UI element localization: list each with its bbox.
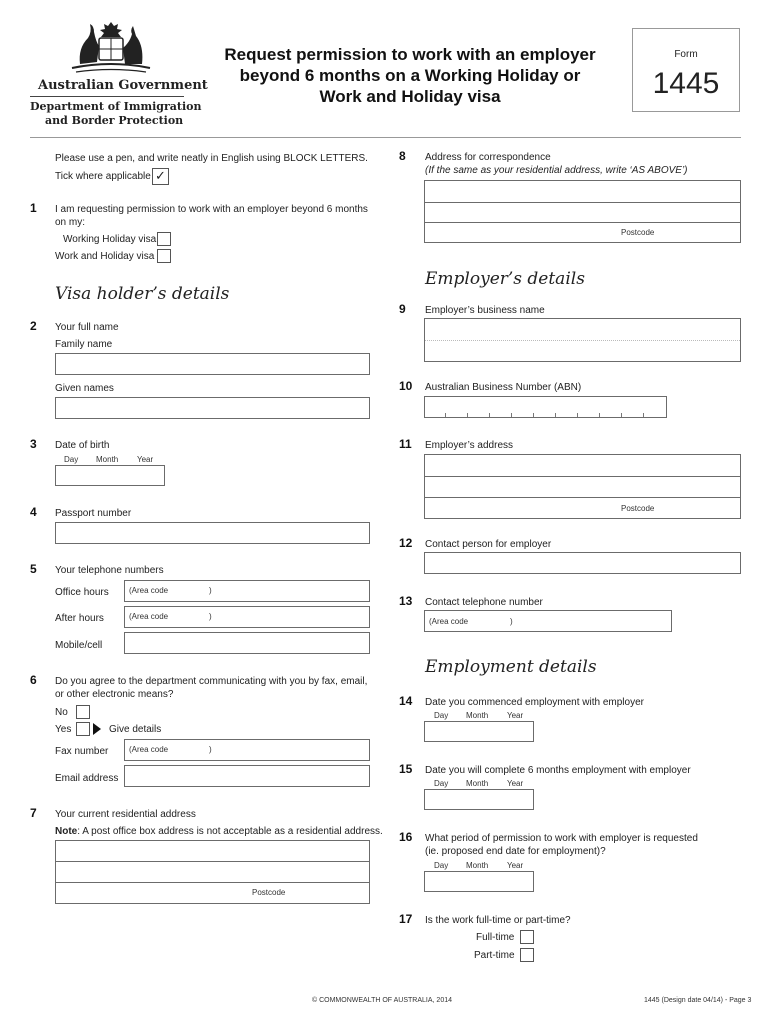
- tick-example-box: [152, 168, 169, 185]
- business-name-input[interactable]: [424, 318, 741, 362]
- q5-number: 5: [30, 562, 37, 576]
- page-title: [200, 44, 620, 107]
- q1-opt-working-holiday-label: Working Holiday visa: [63, 234, 157, 245]
- q17-number: 17: [399, 912, 413, 926]
- employer-heading: Employer’s details: [425, 269, 585, 289]
- footer-page-info: 1445 (Design date 04/14) - Page 3: [644, 997, 752, 1004]
- title-line-3: Work and Holiday visa: [319, 87, 501, 106]
- q6-text-2: or other electronic means?: [55, 689, 174, 700]
- q12-label: Contact person for employer: [425, 539, 552, 550]
- q8-number: 8: [399, 149, 406, 163]
- end-date-input[interactable]: [424, 871, 534, 892]
- office-hours-phone-input[interactable]: [124, 580, 370, 602]
- q15-day-label: Day: [434, 779, 449, 788]
- q10-number: 10: [399, 379, 413, 393]
- q7-note: [55, 826, 383, 837]
- correspondence-address-input[interactable]: [424, 180, 741, 243]
- family-name-label: Family name: [55, 339, 113, 350]
- q7-label: Your current residential address: [55, 809, 196, 820]
- q12-number: 12: [399, 536, 413, 550]
- q11-number: 11: [399, 437, 412, 451]
- dob-month-label: Month: [96, 455, 119, 464]
- mobile-phone-input[interactable]: [124, 632, 370, 654]
- q2-label: Your full name: [55, 322, 119, 333]
- contact-area-code-close: ): [510, 617, 513, 626]
- check-icon: ✓: [155, 168, 166, 183]
- title-line-1: Request permission to work with an employer: [224, 45, 596, 64]
- part-time-label: Part-time: [474, 950, 515, 961]
- q15-year-label: Year: [507, 779, 524, 788]
- q11-label: Employer’s address: [425, 440, 514, 451]
- q15-number: 15: [399, 762, 413, 776]
- dob-year-label: Year: [137, 455, 154, 464]
- employment-heading: Employment details: [425, 657, 597, 677]
- part-time-checkbox[interactable]: [520, 948, 534, 962]
- q10-label: Australian Business Number (ABN): [425, 382, 582, 393]
- correspondence-postcode-label: Postcode: [621, 228, 655, 237]
- instruction-text: Please use a pen, and write neatly in English using BLOCK LETTERS.: [55, 153, 368, 164]
- commenced-date-input[interactable]: [424, 721, 534, 742]
- completion-date-input[interactable]: [424, 789, 534, 810]
- q9-label: Employer’s business name: [425, 305, 545, 316]
- office-area-code-label: (Area code: [129, 586, 169, 595]
- tick-instruction: Tick where applicable: [55, 171, 151, 182]
- office-hours-label: Office hours: [55, 587, 109, 598]
- visa-holder-heading: Visa holder’s details: [55, 284, 230, 304]
- q6-no-checkbox[interactable]: [76, 705, 90, 719]
- q16-label-2: (ie. proposed end date for employment)?: [425, 846, 606, 857]
- working-holiday-checkbox[interactable]: [157, 232, 171, 246]
- q1-number: 1: [30, 201, 37, 215]
- work-and-holiday-checkbox[interactable]: [157, 249, 171, 263]
- q2-number: 2: [30, 319, 37, 333]
- q4-number: 4: [30, 505, 37, 519]
- coat-of-arms-logo: [66, 14, 156, 76]
- q14-month-label: Month: [466, 711, 489, 720]
- email-label: Email address: [55, 773, 119, 784]
- after-area-code-close: ): [209, 612, 212, 621]
- footer-copyright: © COMMONWEALTH OF AUSTRALIA, 2014: [312, 997, 452, 1004]
- q3-label: Date of birth: [55, 440, 110, 451]
- contact-phone-input[interactable]: [424, 610, 672, 632]
- employer-postcode-label: Postcode: [621, 504, 655, 513]
- q7-note-text: : A post office box address is not acceptable as a residential address.: [77, 826, 383, 837]
- q14-year-label: Year: [507, 711, 524, 720]
- form-number: 1445: [652, 67, 720, 100]
- q6-text-1: Do you agree to the department communicating with you by fax, email,: [55, 676, 368, 687]
- fax-area-code-label: (Area code: [129, 745, 169, 754]
- q14-number: 14: [399, 694, 413, 708]
- employer-address-input[interactable]: [424, 454, 741, 519]
- gov-name: Australian Government: [38, 78, 208, 93]
- residential-postcode-label: Postcode: [252, 888, 286, 897]
- contact-area-code-label: (Area code: [429, 617, 469, 626]
- residential-address-input[interactable]: [55, 840, 370, 904]
- fax-area-code-close: ): [209, 745, 212, 754]
- dob-day-label: Day: [64, 455, 79, 464]
- q8-hint: (If the same as your residential address, write ‘AS ABOVE’): [425, 165, 688, 176]
- q1-text-1: I am requesting permission to work with an employer beyond 6 months: [55, 204, 368, 215]
- fax-label: Fax number: [55, 746, 109, 757]
- passport-number-input[interactable]: [55, 522, 370, 544]
- dept-line-1: Department of Immigration: [30, 100, 202, 113]
- after-hours-label: After hours: [55, 613, 104, 624]
- after-hours-phone-input[interactable]: [124, 606, 370, 628]
- date-of-birth-input[interactable]: [55, 465, 165, 486]
- q6-yes-label: Yes: [55, 724, 72, 735]
- q15-month-label: Month: [466, 779, 489, 788]
- q13-number: 13: [399, 594, 413, 608]
- q14-day-label: Day: [434, 711, 449, 720]
- dept-line-2: and Border Protection: [45, 114, 184, 127]
- q6-no-label: No: [55, 707, 68, 718]
- full-time-label: Full-time: [476, 932, 515, 943]
- q7-number: 7: [30, 806, 37, 820]
- email-address-input[interactable]: [124, 765, 370, 787]
- q14-label: Date you commenced employment with employer: [425, 697, 644, 708]
- given-names-input[interactable]: [55, 397, 370, 419]
- header-divider: [30, 137, 741, 138]
- q6-yes-checkbox[interactable]: [76, 722, 90, 736]
- arrow-right-icon: [93, 723, 101, 735]
- q6-number: 6: [30, 673, 37, 687]
- q16-label-1: What period of permission to work with employer is requested: [425, 833, 698, 844]
- q9-number: 9: [399, 302, 406, 316]
- q16-month-label: Month: [466, 861, 489, 870]
- q5-label: Your telephone numbers: [55, 565, 164, 576]
- fax-number-input[interactable]: [124, 739, 370, 761]
- abn-input[interactable]: [424, 396, 667, 418]
- q16-year-label: Year: [507, 861, 524, 870]
- q4-label: Passport number: [55, 508, 132, 519]
- title-line-2: beyond 6 months on a Working Holiday or: [239, 66, 581, 85]
- q17-label: Is the work full-time or part-time?: [425, 915, 571, 926]
- q16-number: 16: [399, 830, 413, 844]
- q15-label: Date you will complete 6 months employment with employer: [425, 765, 691, 776]
- q8-label: Address for correspondence: [425, 152, 551, 163]
- q3-number: 3: [30, 437, 37, 451]
- q1-opt-work-and-holiday-label: Work and Holiday visa: [55, 251, 155, 262]
- form-label: Form: [674, 49, 698, 60]
- gov-name-rule: [30, 96, 184, 97]
- q13-label: Contact telephone number: [425, 597, 543, 608]
- office-area-code-close: ): [209, 586, 212, 595]
- give-details-label: Give details: [109, 724, 162, 735]
- form-number-box: [632, 28, 740, 112]
- q16-day-label: Day: [434, 861, 449, 870]
- family-name-input[interactable]: [55, 353, 370, 375]
- q1-text-2: on my:: [55, 217, 86, 228]
- mobile-label: Mobile/cell: [55, 640, 103, 651]
- q7-note-bold: Note: [55, 826, 78, 837]
- contact-person-input[interactable]: [424, 552, 741, 574]
- given-names-label: Given names: [55, 383, 114, 394]
- after-area-code-label: (Area code: [129, 612, 169, 621]
- full-time-checkbox[interactable]: [520, 930, 534, 944]
